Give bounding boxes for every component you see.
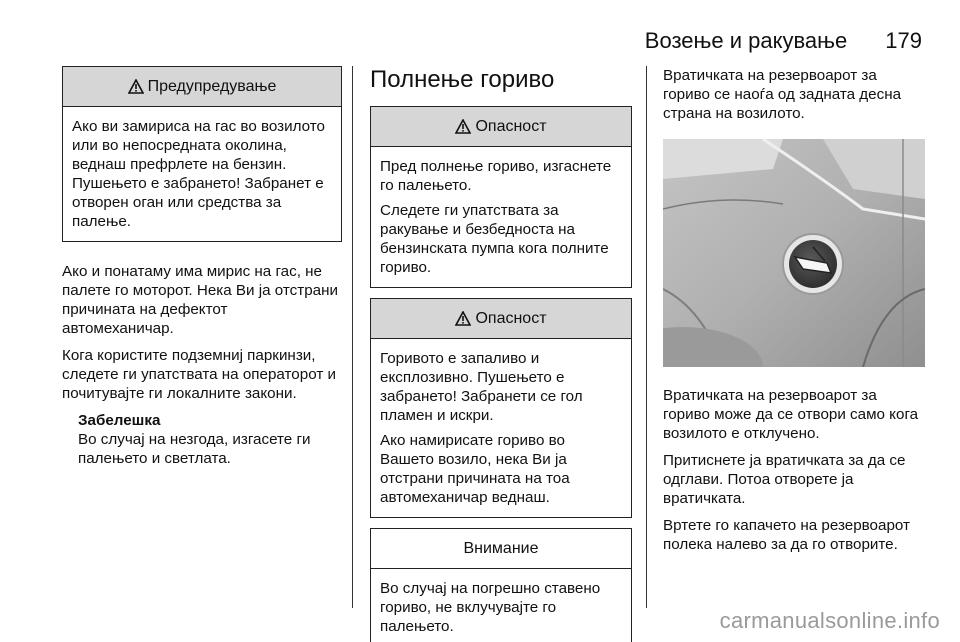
note-title: Забелешка [78, 412, 161, 429]
warning-triangle-icon [455, 119, 471, 134]
warning-triangle-icon [455, 311, 471, 326]
note-text: Во случај на незгода, изгасете ги палењето и светлата. [78, 431, 311, 467]
page-header [645, 28, 922, 54]
danger-box-text: Горивото е запаливо и експлозивно. Пушењето е забрането! Забранети се гол пламен и искри. [380, 350, 583, 424]
fuel-door-photo [663, 139, 925, 367]
paragraph: Вртете го капачето на резервоарот полека налево за да го отворите. [663, 517, 910, 553]
paragraph: Вратичката на резервоарот за гориво се наоѓа од задната десна страна на возилото. [663, 67, 902, 122]
danger-box-text: Ако намирисате гориво во Вашето возило, нека Ви ја отстрани причината на тоа автомеханичар веднаш. [380, 432, 570, 506]
caution-box [370, 528, 632, 642]
warning-box-header [63, 67, 341, 107]
note [62, 411, 342, 468]
paragraph: Кога користите подземниј паркинзи, следете ги упатствата на операторот и почитувајте ги локалните закони. [62, 347, 336, 402]
section-heading: Полнење гориво [370, 66, 555, 93]
caution-box-text: Во случај на погрешно ставено гориво, не вклучувајте го палењето. [380, 580, 601, 635]
warning-box-text: Ако ви замириса на гас во возилото или во непосредната околина, веднаш префрлете на бензин. Пушењето е забрането! Забранет е отворен оган или средства за палење. [72, 118, 325, 230]
column-1 [62, 66, 342, 476]
warning-box [62, 66, 342, 242]
danger-box-header [371, 299, 631, 339]
danger-box-title: Опасност [475, 309, 547, 327]
paragraph: Вратичката на резервоарот за гориво може да се отвори само кога возилото е отклучено. [663, 387, 919, 442]
danger-box-2 [370, 298, 632, 518]
danger-box-header [371, 107, 631, 147]
column-3 [663, 66, 925, 562]
danger-box-text: Пред полнење гориво, изгаснете го палењето. [380, 158, 612, 194]
warning-box-title: Предупредување [147, 77, 277, 95]
paragraph: Ако и понатаму има мирис на гас, не палете го моторот. Нека Ви ја отстрани причината на дефектот автомеханичар. [62, 263, 338, 337]
column-divider-2 [646, 66, 647, 608]
caution-box-header [371, 529, 631, 569]
danger-box-1 [370, 106, 632, 288]
page-number: 179 [885, 28, 922, 53]
caution-box-title: Внимание [463, 539, 539, 557]
column-2 [370, 66, 632, 642]
column-divider-1 [352, 66, 353, 608]
danger-box-text: Следете ги упатствата за ракување и безбедноста на бензинската пумпа кога полните гориво. [380, 202, 609, 276]
warning-triangle-icon [128, 79, 144, 94]
section-title: Возење и ракување [644, 28, 848, 53]
paragraph: Притиснете ја вратичката за да се одглави. Потоа отворете ја вратичката. [663, 452, 906, 507]
watermark: carmanualsonline.info [719, 608, 940, 633]
danger-box-title: Опасност [475, 117, 547, 135]
